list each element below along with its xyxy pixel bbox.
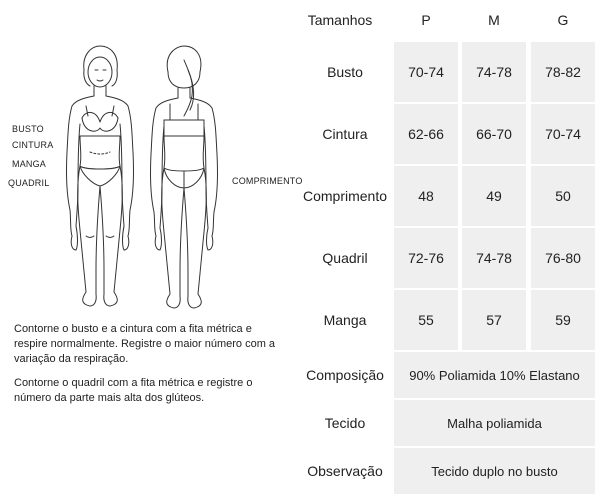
cell-manga-m: 57 xyxy=(462,290,526,350)
callout-comprimento: COMPRIMENTO xyxy=(232,176,303,186)
cell-cintura-p: 62-66 xyxy=(394,104,458,164)
cell-comprimento-g: 50 xyxy=(531,166,595,226)
cell-composicao: 90% Poliamida 10% Elastano xyxy=(394,352,595,398)
row-label-manga: Manga xyxy=(323,312,367,328)
header-size-g: G xyxy=(557,12,569,28)
instruction-hip: Contorne o quadril com a fita métrica e registre o número da parte mais alta dos glúteos. xyxy=(14,377,253,404)
cell-busto-p: 70-74 xyxy=(394,42,458,102)
row-label-observacao: Observação xyxy=(307,463,383,479)
row-label-composicao: Composição xyxy=(306,367,384,383)
callout-busto: BUSTO xyxy=(12,124,44,134)
cell-quadril-g: 76-80 xyxy=(531,228,595,288)
cell-manga-p: 55 xyxy=(394,290,458,350)
header-size-p: P xyxy=(421,12,431,28)
cell-cintura-g: 70-74 xyxy=(531,104,595,164)
cell-busto-m: 74-78 xyxy=(462,42,526,102)
row-label-tecido: Tecido xyxy=(324,415,366,431)
cell-busto-g: 78-82 xyxy=(531,42,595,102)
cell-cintura-m: 66-70 xyxy=(462,104,526,164)
cell-tecido: Malha poliamida xyxy=(394,400,595,446)
cell-comprimento-m: 49 xyxy=(462,166,526,226)
header-tamanhos: Tamanhos xyxy=(307,12,373,28)
callout-manga: MANGA xyxy=(12,159,47,169)
cell-manga-g: 59 xyxy=(531,290,595,350)
cell-observacao: Tecido duplo no busto xyxy=(394,448,595,494)
cell-quadril-m: 74-78 xyxy=(462,228,526,288)
row-label-quadril: Quadril xyxy=(322,250,368,266)
row-label-cintura: Cintura xyxy=(322,126,368,142)
callout-quadril: QUADRIL xyxy=(8,178,50,188)
header-size-m: M xyxy=(488,12,500,28)
instruction-bust-waist: Contorne o busto e a cintura com a fita métrica e respire normalmente. Registre o maior número com a variação da respiração. xyxy=(14,323,276,365)
cell-quadril-p: 72-76 xyxy=(394,228,458,288)
row-label-comprimento: Comprimento xyxy=(302,188,388,204)
cell-comprimento-p: 48 xyxy=(394,166,458,226)
row-label-busto: Busto xyxy=(327,64,363,80)
callout-cintura: CINTURA xyxy=(12,140,54,150)
